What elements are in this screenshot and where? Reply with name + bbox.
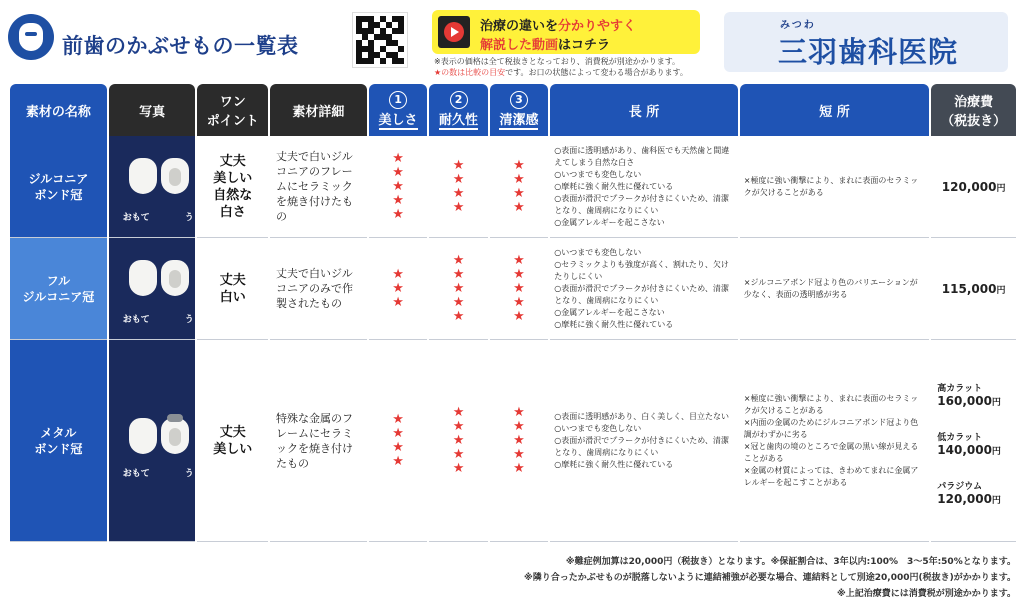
clean-stars [490,136,548,238]
page-title: 前歯のかぶせもの一覧表 [62,34,299,58]
star-rating [490,406,548,476]
list-item: ○いつまでも変色しない [554,423,642,433]
list-item: ×内面の金属のためにジルコニアボンド冠より色調がわずかに劣る [743,417,919,439]
list-item: ×金属の材質によっては、きわめてまれに金属アレルギーを起こすことがある [743,465,919,487]
material-name: ジルコニア ボンド冠 [10,136,107,238]
footer-note: ※難症例加算は20,000円（税抜き）となります。※保証割合は、3年以内:100% 3～5年:50%となります。 [565,557,1016,567]
list-item: ○表面が滑沢でプラークが付きにくいため、清潔となり、歯周病になりにくい [554,283,729,305]
crown-photo: おもて うら [109,136,196,238]
one-point: 丈夫 白い [197,238,268,340]
list-item: ×極度に強い衝撃により、まれに表面のセラミックが欠けることがある [743,393,919,415]
pros-list [550,136,738,238]
crown-photo: おもて うら [109,238,196,340]
list-item: ×極度に強い衝撃により、まれに表面のセラミックが欠けることがある [743,175,919,197]
material-detail: 丈夫で白いジルコニアのフレームにセラミックを焼き付けたもの [270,136,367,238]
cons-list [740,238,930,340]
pros-list [550,238,738,340]
one-point: 丈夫 美しい [197,340,268,542]
material-detail: 丈夫で白いジルコニアのみで作製されたもの [270,238,367,340]
price-option-label: 高カラット [937,384,983,394]
price: 120,000円 [931,136,1016,238]
list-item: ○表面が滑沢でプラークが付きにくいため、清潔となり、歯周病になりにくい [554,435,729,457]
col-beauty: 1 美しさ [369,84,427,136]
tooth-logo-icon [8,14,54,60]
list-item: ○いつまでも変色しない [554,247,642,257]
list-item: ○金属アレルギーを起こさない [554,217,665,227]
star-icon-stack: ★ ★ ★ ★ [513,157,525,215]
clean-stars [490,340,548,542]
list-item: ○いつまでも変色しない [554,169,642,179]
price: 115,000円 [931,238,1016,340]
list-item: ×ジルコニアボンド冠より色のバリエーションが少なく、表面の透明感が劣る [743,277,918,299]
star-rating [429,159,487,215]
list-item: ○摩耗に強く耐久性に優れている [554,181,674,191]
durability-stars [429,238,487,340]
star-icon-stack: ★ ★ ★ ★ ★ [452,404,465,476]
beauty-stars [369,136,427,238]
list-item: ×冠と歯肉の境のところで金属の黒い線が見えることがある [743,441,919,463]
col-point: ワン ポイント [197,84,268,136]
play-icon [444,22,464,42]
col-cons: 短 所 [740,84,930,136]
list-item: ○摩耗に強く耐久性に優れている [554,459,674,469]
note-star-red: ★の数は比較の目安 [434,68,506,77]
cons-list [740,136,930,238]
clinic-name: 三羽歯科医院 [778,35,959,69]
video-link-banner[interactable] [432,10,700,54]
table-row [10,136,1016,238]
list-item: ○表面が滑沢でプラークが付きにくいため、清潔となり、歯周病になりにくい [554,193,729,215]
col-pros: 長 所 [550,84,738,136]
star-rating [490,254,548,324]
list-item: ○表面に透明感があり、歯科医でも天然歯と間違えてしまう自然な白さ [554,145,730,167]
price-option-value: 160,000円 [937,394,1001,408]
table-row [10,238,1016,340]
list-item: ○金属アレルギーを起こさない [554,307,665,317]
price-option-label: パラジウム [937,482,983,492]
clinic-logo [724,12,1008,72]
star-rating [429,406,487,476]
material-name: フル ジルコニア冠 [10,238,107,340]
star-icon-stack: ★ ★ ★ ★ ★ [513,252,525,324]
durability-stars [429,340,487,542]
footer-note: ※上記治療費には消費税が別途かかります。 [836,589,1016,599]
star-icon-stack: ★ ★ ★ ★ ★ [513,404,525,476]
list-item: ○摩耗に強く耐久性に優れている [554,319,674,329]
col-price: 治療費 （税抜き） [931,84,1016,136]
star-rating [429,254,487,324]
footer-note: ※隣り合ったかぶせものが脱落しないように連結補強が必要な場合、連結料として別途20,000円(税抜き)がかかります。 [524,573,1016,583]
clean-stars [490,238,548,340]
star-rating [369,152,427,222]
video-text: はコチラ [558,38,611,53]
video-text: 治療の違いを [480,19,559,34]
table-row [10,340,1016,542]
star-icon-stack: ★ ★ ★ ★ ★ [452,252,465,324]
col-detail: 素材詳細 [270,84,367,136]
col-durability: 2 耐久性 [429,84,487,136]
beauty-stars [369,238,427,340]
clinic-ruby: みつわ [780,20,816,31]
star-rating [369,413,427,469]
star-icon-stack: ★ ★ ★ [392,266,404,310]
beauty-stars [369,340,427,542]
star-rating [369,268,427,310]
crown-comparison-table [8,84,1018,542]
star-icon-stack: ★ ★ ★ ★ ★ [392,150,404,222]
pros-list [550,340,738,542]
cons-list [740,340,930,542]
star-rating [490,159,548,215]
star-icon-stack: ★ ★ ★ ★ [452,157,465,215]
star-icon-stack: ★ ★ ★ ★ [392,411,404,469]
one-point: 丈夫 美しい 自然な 白さ [197,136,268,238]
material-name: メタル ボンド冠 [10,340,107,542]
qr-code-icon[interactable] [352,12,408,68]
list-item: ○表面に透明感があり、白く美しく、目立たない [554,411,730,421]
price-option-value: 140,000円 [937,443,1001,457]
note-star: です。お口の状態によって変わる場合があります。 [505,68,688,77]
video-text-highlight: 解説した動画 [480,38,559,53]
col-material: 素材の名称 [10,84,107,136]
price-option-label: 低カラット [937,433,983,443]
page-header [0,0,1024,84]
list-item: ○セラミックよりも強度が高く、割れたり、欠けたりしにくい [554,259,729,281]
col-clean: 3 清潔感 [490,84,548,136]
durability-stars [429,136,487,238]
crown-photo: おもて うら [109,340,196,542]
video-text-highlight: 分かりやすく [558,19,637,34]
material-detail: 特殊な金属のフレームにセラミックを焼き付けたもの [270,340,367,542]
price-notes [434,56,688,78]
col-photo: 写真 [109,84,196,136]
price-option-value: 120,000円 [937,492,1001,506]
price-options [931,340,1016,542]
note-tax: ※表示の価格は全て税抜きとなっており、消費税が別途かかります。 [434,57,681,66]
